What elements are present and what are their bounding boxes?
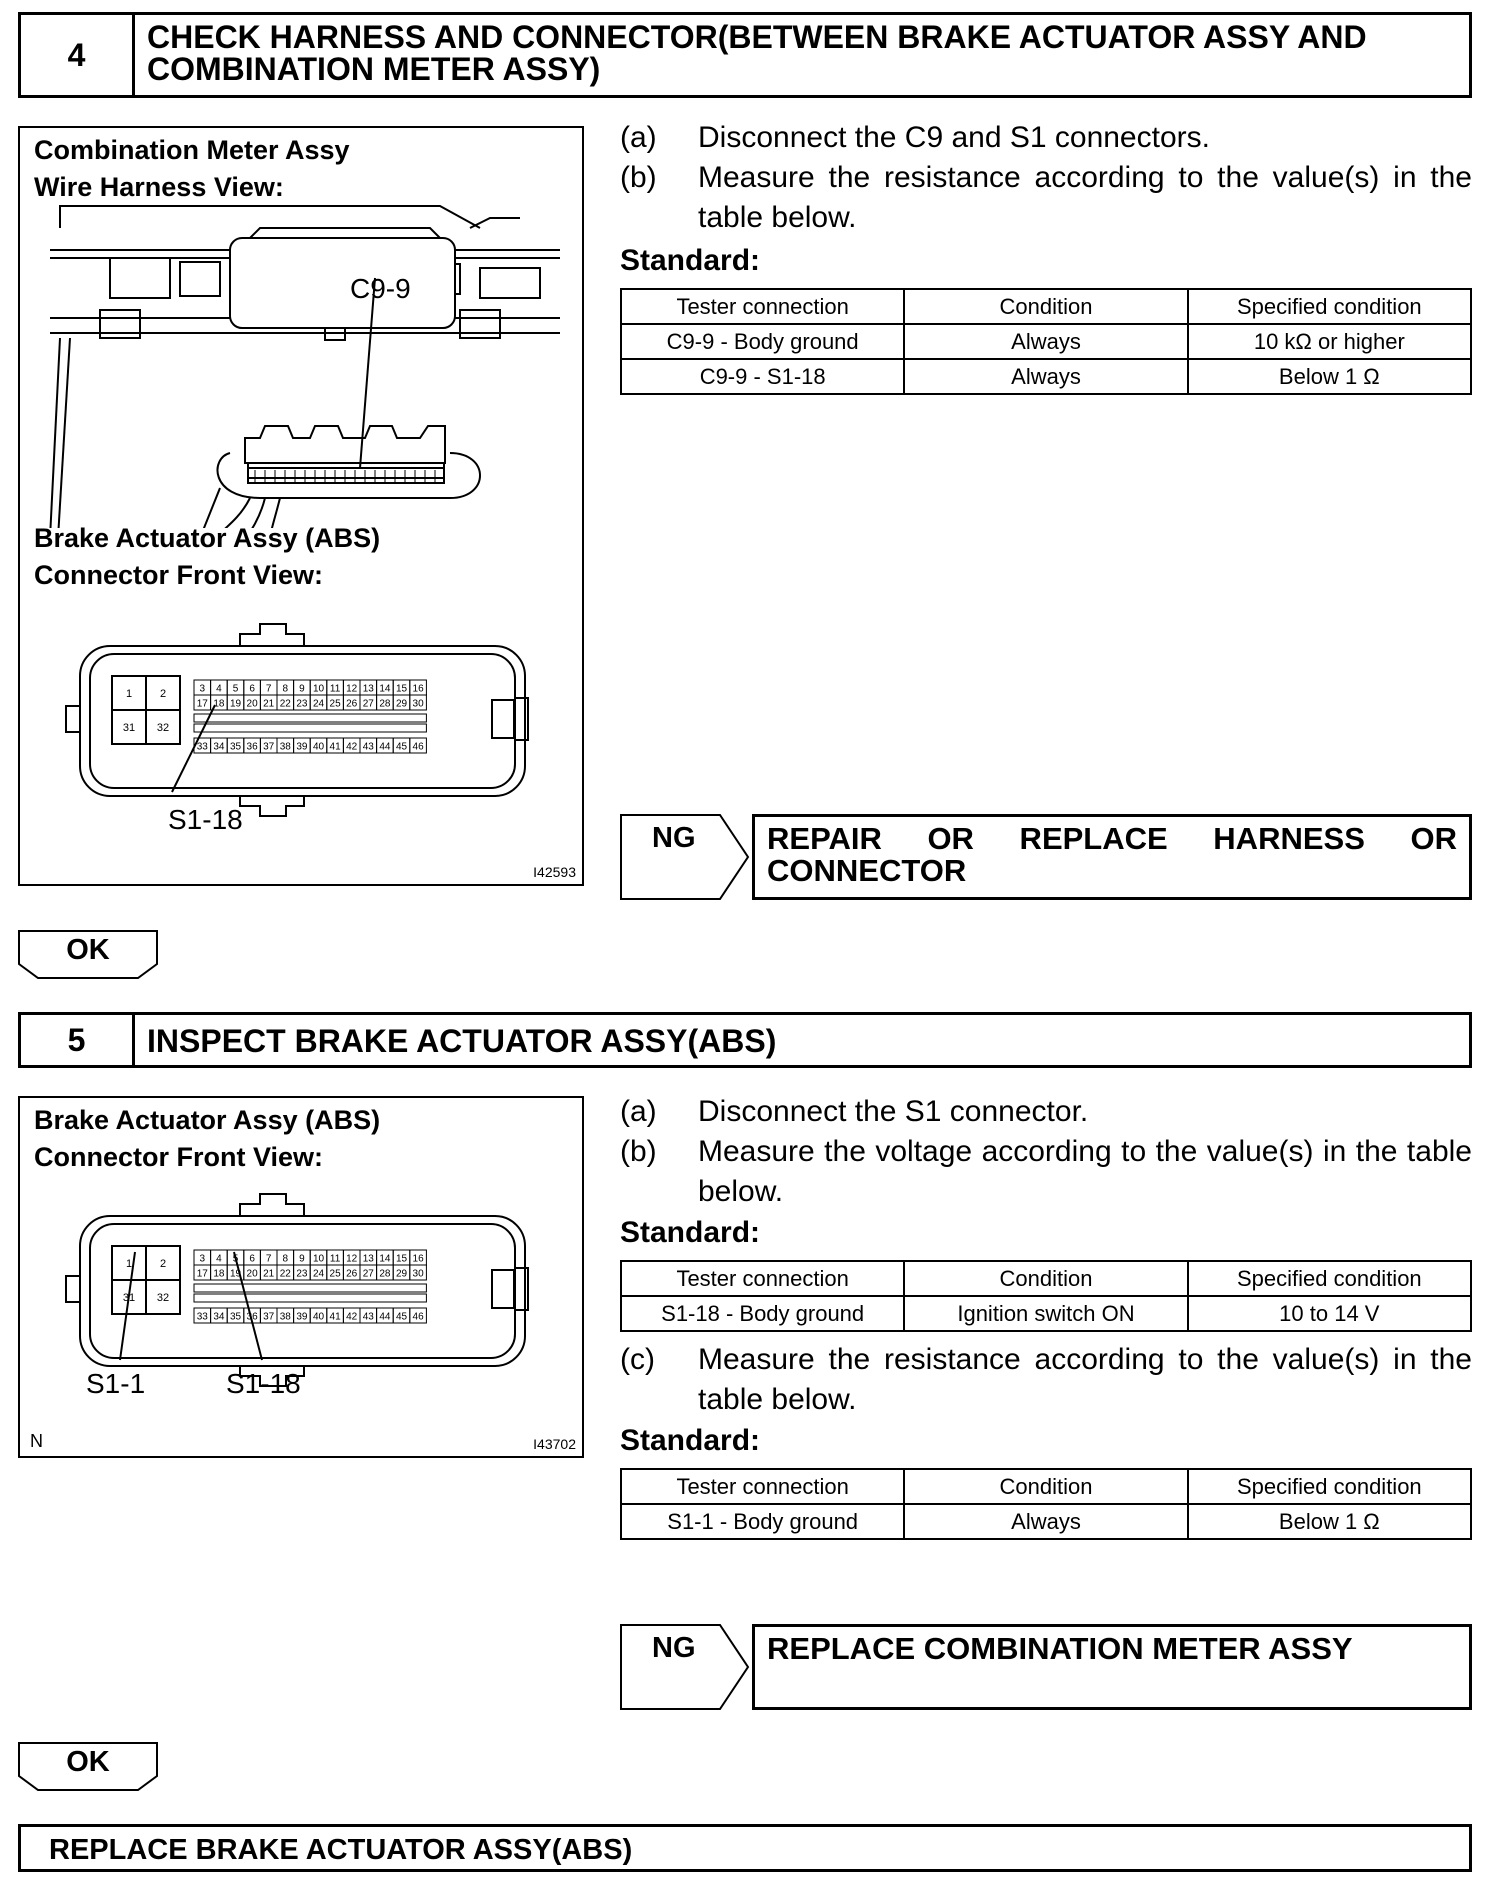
callout-c9-9: C9-9	[350, 273, 411, 304]
table-header: Tester connection	[621, 1261, 904, 1296]
pin-label: 8	[282, 1253, 289, 1265]
standard-label: Standard:	[620, 1216, 761, 1249]
pin-label: 46	[412, 1311, 424, 1323]
pin-label: 11	[329, 683, 341, 695]
pin-label: 2	[159, 1258, 167, 1270]
instruction-text: Disconnect the S1 connector.	[698, 1095, 1089, 1128]
pin-label: 12	[346, 1253, 358, 1265]
table-header: Specified condition	[1188, 1261, 1471, 1296]
pin-label: 36	[246, 1311, 258, 1323]
pin-label: 41	[329, 1311, 341, 1323]
pin-label: 26	[346, 698, 358, 710]
pin-label: 11	[329, 1253, 341, 1265]
final-action-box	[18, 1824, 1472, 1872]
pin-label: 6	[249, 1253, 255, 1265]
pin-label: 20	[246, 1268, 258, 1280]
ng-action-text: REPLACE COMBINATION METER ASSY	[767, 1631, 1353, 1666]
figure-caption	[34, 520, 380, 594]
pin-label: 13	[362, 683, 374, 695]
ng-action-text: REPAIR OR REPLACE HARNESS OR CONNECTOR	[767, 821, 1457, 888]
table-row	[621, 1296, 1471, 1331]
standard-label: Standard:	[620, 1424, 761, 1457]
pin-label: 42	[346, 1311, 358, 1323]
pin-label: 33	[196, 1311, 208, 1323]
pin-label: 43	[362, 1311, 374, 1323]
figure-id: I42593	[533, 864, 576, 880]
table-cell: Always	[904, 324, 1187, 359]
step-5-header	[18, 1012, 1472, 1068]
pin-label: 19	[229, 1268, 242, 1280]
instruction-mark: (a)	[620, 121, 657, 154]
step-4-figure	[18, 126, 584, 886]
pin-label: 7	[265, 1253, 272, 1265]
pin-label: 21	[263, 1268, 275, 1280]
ok-indicator	[18, 1742, 158, 1792]
caption-line: Connector Front View:	[34, 560, 324, 590]
pin-label: 3	[199, 683, 206, 695]
pin-label: 43	[362, 741, 374, 753]
pin-label: 1	[125, 688, 133, 700]
pin-label: 25	[329, 1268, 341, 1280]
pin-label: 10	[312, 1253, 325, 1265]
callout-lines	[20, 1098, 582, 1460]
pin-label: 31	[122, 722, 136, 734]
table-cell: 10 kΩ or higher	[1188, 324, 1471, 359]
step-number: 4	[21, 15, 135, 95]
table-cell: 10 to 14 V	[1188, 1296, 1471, 1331]
ng-action-box	[752, 814, 1472, 900]
table-header: Specified condition	[1188, 1469, 1471, 1504]
ok-indicator	[18, 930, 158, 980]
pin-label: 2	[159, 688, 167, 700]
pin-label: 16	[412, 1253, 424, 1265]
table-cell: Below 1 Ω	[1188, 1504, 1471, 1539]
spec-table-voltage	[620, 1260, 1472, 1332]
instruction-c	[620, 1340, 1472, 1420]
pin-label: 23	[296, 698, 308, 710]
pin-label: 20	[246, 698, 258, 710]
pin-label: 1	[125, 1258, 133, 1270]
callout-s1-18: S1-18	[226, 1368, 301, 1399]
instruction-text: Measure the resistance according to the value(s) in the table below.	[698, 1343, 1472, 1416]
pin-label: 45	[395, 1311, 408, 1323]
step-title: INSPECT BRAKE ACTUATOR ASSY(ABS)	[147, 1023, 777, 1059]
pin-label: 38	[279, 1311, 291, 1323]
instruction-text: Disconnect the C9 and S1 connectors.	[698, 121, 1210, 154]
instruction-b	[620, 158, 1472, 238]
table-cell: C9-9 - Body ground	[621, 324, 904, 359]
caption-line: Combination Meter Assy	[34, 135, 350, 165]
instruction-a	[620, 118, 1472, 158]
pin-label: 13	[362, 1253, 374, 1265]
corner-mark: N	[30, 1431, 43, 1451]
pin-label: 35	[229, 741, 242, 753]
pin-label: 33	[196, 741, 208, 753]
pin-label: 6	[249, 683, 255, 695]
pin-label: 39	[296, 741, 308, 753]
pin-label: 5	[232, 1253, 239, 1265]
pin-label: 34	[213, 741, 225, 753]
pin-label: 27	[362, 698, 374, 710]
pin-label: 32	[156, 722, 170, 734]
table-row	[621, 359, 1471, 394]
table-cell: Always	[904, 359, 1187, 394]
pin-label: 22	[279, 1268, 291, 1280]
pin-label: 42	[346, 741, 358, 753]
pin-label: 9	[299, 683, 305, 695]
pin-label: 32	[156, 1292, 170, 1304]
figure-caption	[34, 132, 350, 206]
step-4-header	[18, 12, 1472, 98]
standard-label: Standard:	[620, 244, 761, 277]
pin-label: 35	[229, 1311, 242, 1323]
pin-label: 40	[312, 741, 325, 753]
pin-label: 23	[296, 1268, 308, 1280]
pin-label: 24	[312, 1268, 325, 1280]
ng-label: NG	[652, 822, 696, 854]
step-title: CHECK HARNESS AND CONNECTOR(BETWEEN BRAKE ACTUATOR ASSY AND COMBINATION METER ASSY)	[147, 19, 1367, 87]
instruction-text: Measure the voltage according to the value(s) in the table below.	[698, 1135, 1472, 1208]
caption-line: Brake Actuator Assy (ABS)	[34, 523, 381, 553]
pin-label: 34	[213, 1311, 225, 1323]
table-cell: Below 1 Ω	[1188, 359, 1471, 394]
table-cell: S1-18 - Body ground	[621, 1296, 904, 1331]
pin-label: 30	[412, 1268, 424, 1280]
pin-label: 40	[312, 1311, 325, 1323]
pin-label: 14	[379, 1253, 391, 1265]
ok-label: OK	[66, 1746, 110, 1778]
pin-label: 29	[395, 1268, 408, 1280]
pin-label: 45	[395, 741, 408, 753]
pin-label: 9	[299, 1253, 305, 1265]
pin-label: 37	[263, 741, 275, 753]
wire-harness-illustration	[20, 198, 582, 528]
table-cell: Ignition switch ON	[904, 1296, 1187, 1331]
pin-label: 38	[279, 741, 291, 753]
table-cell: S1-1 - Body ground	[621, 1504, 904, 1539]
pin-label: 18	[213, 698, 225, 710]
pin-label: 44	[379, 741, 391, 753]
ng-label: NG	[652, 1632, 696, 1664]
pin-label: 27	[362, 1268, 374, 1280]
pin-label: 36	[246, 741, 258, 753]
step-number: 5	[21, 1015, 135, 1065]
pin-label: 31	[122, 1292, 136, 1304]
pin-label: 7	[265, 683, 272, 695]
table-header: Specified condition	[1188, 289, 1471, 324]
table-header-row	[621, 289, 1471, 324]
instruction-a	[620, 1092, 1472, 1132]
table-header: Condition	[904, 1261, 1187, 1296]
callout-s1-18: S1-18	[168, 804, 243, 835]
pin-label: 19	[229, 698, 242, 710]
pin-label: 21	[263, 698, 275, 710]
spec-table-resistance	[620, 1468, 1472, 1540]
table-header-row	[621, 1469, 1471, 1504]
callout-s1-1: S1-1	[86, 1368, 146, 1399]
table-header: Condition	[904, 289, 1187, 324]
pin-label: 5	[232, 683, 239, 695]
pin-label: 37	[263, 1311, 275, 1323]
pin-label: 10	[312, 683, 325, 695]
spec-table	[620, 288, 1472, 395]
instruction-mark: (b)	[620, 1135, 657, 1168]
instruction-mark: (c)	[620, 1343, 655, 1376]
table-cell: C9-9 - S1-18	[621, 359, 904, 394]
ng-action-box	[752, 1624, 1472, 1710]
pin-label: 12	[346, 683, 358, 695]
final-action-text: REPLACE BRAKE ACTUATOR ASSY(ABS)	[49, 1834, 633, 1866]
pin-label: 39	[296, 1311, 308, 1323]
pin-label: 16	[412, 683, 424, 695]
table-row	[621, 324, 1471, 359]
table-cell: Always	[904, 1504, 1187, 1539]
pin-label: 18	[213, 1268, 225, 1280]
pin-label: 15	[395, 683, 408, 695]
instruction-mark: (a)	[620, 1095, 657, 1128]
table-header-row	[621, 1261, 1471, 1296]
pin-label: 22	[279, 698, 291, 710]
pin-label: 26	[346, 1268, 358, 1280]
pin-label: 4	[216, 683, 222, 695]
ok-label: OK	[66, 934, 110, 966]
pin-label: 44	[379, 1311, 391, 1323]
pin-label: 17	[196, 1268, 208, 1280]
table-header: Tester connection	[621, 289, 904, 324]
caption-line: Brake Actuator Assy (ABS)	[34, 1105, 381, 1135]
figure-id: I43702	[533, 1436, 576, 1452]
caption-line: Wire Harness View:	[34, 172, 284, 202]
pin-label: 30	[412, 698, 424, 710]
pin-label: 46	[412, 741, 424, 753]
abs-connector-front-view	[60, 610, 580, 840]
pin-label: 8	[282, 683, 289, 695]
pin-label: 25	[329, 698, 341, 710]
step-5-figure	[18, 1096, 584, 1458]
instruction-text: Measure the resistance according to the value(s) in the table below.	[698, 161, 1472, 234]
table-header: Condition	[904, 1469, 1187, 1504]
pin-label: 41	[329, 741, 341, 753]
pin-label: 28	[379, 698, 391, 710]
pin-label: 3	[199, 1253, 206, 1265]
pin-label: 4	[216, 1253, 222, 1265]
pin-label: 24	[312, 698, 325, 710]
table-header: Tester connection	[621, 1469, 904, 1504]
table-row	[621, 1504, 1471, 1539]
pin-label: 28	[379, 1268, 391, 1280]
pin-label: 15	[395, 1253, 408, 1265]
instruction-mark: (b)	[620, 161, 657, 194]
instruction-b	[620, 1132, 1472, 1212]
pin-label: 14	[379, 683, 391, 695]
caption-line: Connector Front View:	[34, 1142, 324, 1172]
pin-label: 17	[196, 698, 208, 710]
pin-label: 29	[395, 698, 408, 710]
